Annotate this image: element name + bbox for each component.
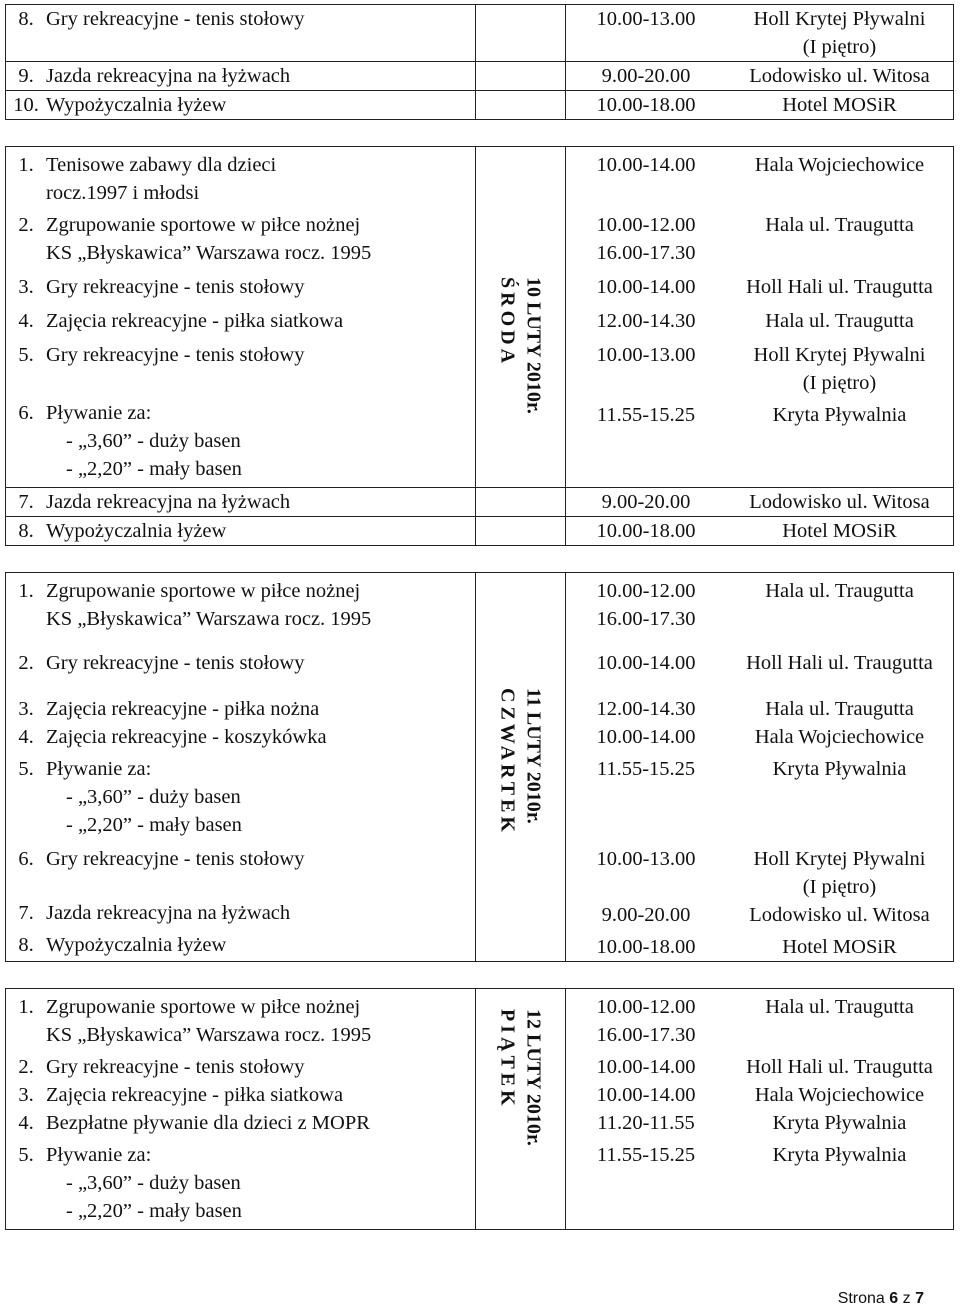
- day-separator: [6, 120, 954, 147]
- day-block-thursday: 1. Zgrupowanie sportowe w piłce nożnej KS „Błyskawica” Warszawa rocz. 1995 2. Gry rekreacyjne - tenis stołowy 3. Zajęcia rekreacyjne - piłka nożna 4. Zajęcia rekreacyjne - koszykówka 5. Pływanie za: - „3,60” - duży basen - „2,20” - mały basen 6. Gry rekreacyjne - tenis stołowy 7. Jazda rekreacyjna na łyżwach 8. Wypożyczalnia łyżew 11 LUTY 2010r. CZWARTEK 10.00-12.00 16.00-17.30 Hala ul. Traugutta 10.00-14.00 Holl Hali ul. Traugutta 12.00-14.30 Hala ul. Traugutta 10.00-14.00 Hala Wojciechowice 11.55-15.25 Kryta Pływalnia 10.00-13.00 Holl Krytej Pływalni (I piętro) 9.00-20.00 Lodowisko ul. Witosa 10.00-18.00 Hotel MOSiR: [6, 573, 954, 962]
- activity: Jazda rekreacyjna na łyżwach: [46, 65, 291, 87]
- time: 9.00-20.00: [601, 65, 691, 87]
- day-separator: [6, 546, 954, 573]
- row-number: 9.: [18, 65, 34, 87]
- day-name: PIĄTEK: [496, 1009, 519, 1110]
- table-row: [6, 5, 954, 62]
- place: Lodowisko ul. Witosa: [749, 65, 930, 87]
- table-row: [6, 91, 954, 120]
- row-number: 8.: [18, 8, 34, 30]
- place: Holl Krytej Pływalni (I piętro): [753, 8, 926, 58]
- day-name: CZWARTEK: [496, 688, 519, 836]
- day-label-cell: [476, 573, 566, 962]
- table-row: 7. Jazda rekreacyjna na łyżwach 9.00-20.00 Lodowisko ul. Witosa: [6, 488, 954, 517]
- activity: Gry rekreacyjne - tenis stołowy: [46, 8, 305, 30]
- activity: Wypożyczalnia łyżew: [46, 94, 227, 116]
- time: 10.00-13.00: [596, 8, 696, 30]
- day-date: 12 LUTY 2010r.: [522, 1009, 545, 1146]
- table-row: [6, 62, 954, 91]
- page-footer: Strona 6 z 7: [837, 1290, 924, 1307]
- day-separator: [6, 962, 954, 989]
- day-block-wednesday: 1. Tenisowe zabawy dla dzieci rocz.1997 i młodsi 2. Zgrupowanie sportowe w piłce nożnej KS „Błyskawica” Warszawa rocz. 1995 3. Gry rekreacyjne - tenis stołowy 4. Zajęcia rekreacyjne - piłka siatkowa 5. Gry rekreacyjne - tenis stołowy 6. Pływanie za: - „3,60” - duży basen - „2,20” - mały basen 10 LUTY 2010r. ŚRODA 10.00-14.00 Hala Wojciechowice 10.00-12.00 16.00-17.30 Hala ul. Traugutta 10.00-14.00 Holl Hali ul. Traugutta 12.00-14.30 Hala ul. Traugutta 10.00-13.00 Holl Krytej Pływalni (I piętro) 11.55-15.25 Kryta Pływalnia: [6, 147, 954, 488]
- day-block-friday: 1. Zgrupowanie sportowe w piłce nożnej KS „Błyskawica” Warszawa rocz. 1995 2. Gry rekreacyjne - tenis stołowy 3. Zajęcia rekreacyjne - piłka siatkowa 4. Bezpłatne pływanie dla dzieci z MOPR 5. Pływanie za: - „3,60” - duży basen - „2,20” - mały basen 12 LUTY 2010r. PIĄTEK 10.00-12.00 16.00-17.30 Hala ul. Traugutta 10.00-14.00 Holl Hali ul. Traugutta 10.00-14.00 Hala Wojciechowice 11.20-11.55 Kryta Pływalnia 11.55-15.25 Kryta Pływalnia: [6, 989, 954, 1230]
- place: Hotel MOSiR: [782, 94, 897, 116]
- day-date: 10 LUTY 2010r.: [522, 277, 545, 414]
- day-date: 11 LUTY 2010r.: [522, 688, 545, 824]
- time: 10.00-18.00: [596, 94, 696, 116]
- day-label-cell: [476, 989, 566, 1230]
- table-row: 8. Wypożyczalnia łyżew 10.00-18.00 Hotel MOSiR: [6, 517, 954, 546]
- day-label-cell: [476, 147, 566, 488]
- day-name: ŚRODA: [496, 277, 519, 368]
- schedule-table: [5, 4, 954, 1230]
- row-number: 10.: [13, 94, 39, 116]
